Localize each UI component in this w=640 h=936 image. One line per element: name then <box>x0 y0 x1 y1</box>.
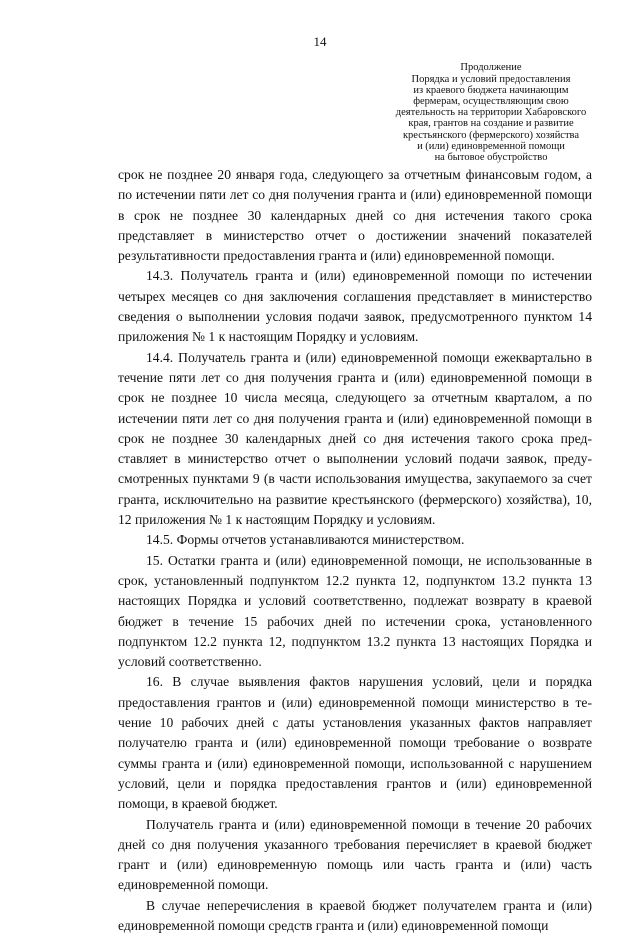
document-body <box>118 165 592 936</box>
header-line: фермерам, осуществляющим свою <box>413 96 569 108</box>
header-line: на бытовое обустройство <box>434 151 548 163</box>
body-paragraph: Получатель гранта и (или) единовременной помощи в течение 20 рабочих дней со дня получения указанного требования перечисляет в краевой бюджет грант и (или) единовременную помощь или часть гранта и (или) часть единовременной помощи. <box>118 816 592 893</box>
body-paragraph: 15. Остатки гранта и (или) единовременной помощи, не использованные в срок, установленный подпунктом 12.2 пункта 12, подпунктом 13.2 пункта 13 настоящих Порядка и условий соответственно, подлежат возврату в краевой бюджет в течение 15 рабочих дней по истечении срока, установленного подпунктом 12.2 пункта 12, подпунктом 13.2 пункта 13 настоящих Порядка и условий соответственно. <box>118 552 592 670</box>
body-paragraph: 16. В случае выявления фактов нарушения условий, цели и порядка предоставления грантов и (или) единовременной помощи министерство в течение 10 рабочих дней с даты установления указанных фактов направляет получателю гранта и (или) единовременной помощи требование о возврате суммы гранта и (или) единовременной помощи, использованной с нарушением условий, цели и порядка предоставления грантов и (или) единовременной помощи, в краевой бюджет. <box>118 674 592 812</box>
body-paragraph: 14.3. Получатель гранта и (или) единовременной помощи по истечении четырех месяцев со дня заключения соглашения представляет в министерство сведения о выполнении условия подачи заявок, предусмотренного пунктом 14 приложения № 1 к настоящим Порядку и условиям. <box>118 268 592 345</box>
body-paragraph: срок не позднее 20 января года, следующего за отчетным финансовым годом, а по истечении пяти лет со дня получения гранта и (или) единовременной помощи в срок не позднее 30 календарных дней со дня истечения такого срока представляет в министерство отчет о достижении значений показателей результативности предоставления гранта и (или) единовременной помощи. <box>118 167 592 264</box>
body-paragraph: 14.5. Формы отчетов устанавливаются министерством. <box>146 532 465 548</box>
document-header <box>384 62 598 163</box>
header-line: края, грантов на создание и развитие <box>408 118 574 130</box>
header-line: деятельность на территории Хабаровского <box>395 107 587 119</box>
header-line: из краевого бюджета начинающим <box>413 85 569 97</box>
header-line: Порядка и условий предоставления <box>411 74 571 86</box>
header-line: крестьянского (фермерского) хозяйства <box>402 129 580 141</box>
body-paragraph: 14.4. Получатель гранта и (или) единовременной помощи ежеквартально в течение пяти лет со дня получения гранта и (или) единовременной помощи в срок не позднее 10 числа месяца, следующего за отчетным кварталом, а по истечении пяти лет со дня получения гранта и (или) единовременной помощи в срок не позднее 30 календарных дней со дня истечения такого срока представляет в министерство отчет о выполнении условий подачи заявок, предусмотренных пунктами 9 (в части использования имущества, закупаемого за счет гранта, исключительно на развитие крестьянского (фермерского) хозяйства), 10, 12 приложения № 1 к настоящим Порядку и условиям. <box>118 349 592 528</box>
page-number: 14 <box>313 34 327 49</box>
header-continuation: Продолжение <box>460 62 522 73</box>
header-line: и (или) единовременной помощи <box>417 140 565 152</box>
body-paragraph: В случае неперечисления в краевой бюджет получателем гранта и (или) единовременной помощи средств гранта и (или) единовременной помощи <box>118 897 592 933</box>
